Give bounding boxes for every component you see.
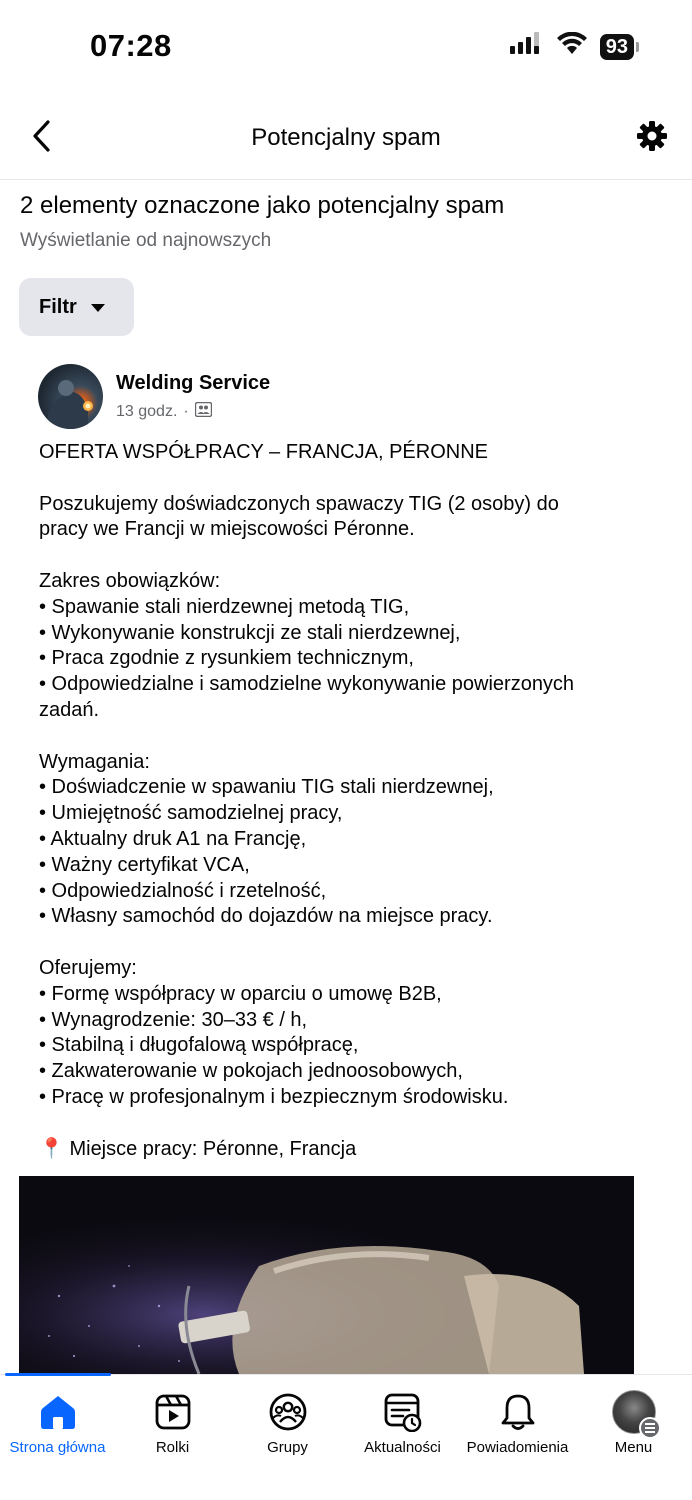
tab-feeds[interactable] [345,1389,460,1456]
post-line: • Aktualny druk A1 na Francję, [39,827,307,850]
navigation-bar [0,100,692,180]
blank-line [39,543,659,569]
post-line: • Praca zgodnie z rysunkiem technicznym, [39,647,414,670]
tab-label: Menu [614,1439,653,1456]
filter-button[interactable] [19,278,134,336]
status-bar [0,0,692,95]
filter-label: Filtr [39,295,77,318]
post-line: • Spawanie stali nierdzewnej metodą TIG, [39,595,410,618]
post-time: 13 godz. [116,403,178,420]
blank-line [39,1111,659,1137]
post-line: OFERTA WSPÓŁPRACY – FRANCJA, PÉRONNE [39,441,488,463]
blank-line [39,724,659,750]
post-image[interactable] [19,1176,634,1374]
post-text [39,440,659,1162]
profile-avatar-icon [612,1390,656,1434]
post-line: 📍 Miejsce pracy: Péronne, Francja [39,1137,357,1160]
post-header [38,364,658,430]
bell-icon [460,1389,575,1435]
post-meta [116,402,212,422]
tab-menu-icon-wrap [576,1389,691,1435]
post-line: Zakres obowiązków: [39,569,221,592]
spam-summary [20,192,670,252]
groups-icon [230,1389,345,1435]
settings-button[interactable] [632,118,672,158]
post-line: • Zakwaterowanie w pokojach jednoosobowych, [39,1060,463,1083]
tab-notifications[interactable] [460,1389,575,1456]
status-icons [510,32,634,61]
tab-label: Grupy [267,1439,308,1456]
tab-label: Strona główna [9,1439,106,1456]
tab-label: Aktualności [364,1439,441,1456]
gear-icon [636,120,668,157]
status-time: 07:28 [90,28,172,63]
post-line: • Odpowiedzialne i samodzielne wykonywanie powierzonych [39,673,575,696]
caret-down-icon [91,296,105,319]
summary-title: 2 elementy oznaczone jako potencjalny spam [20,192,505,219]
sort-order-label: Wyświetlanie od najnowszych [20,230,272,251]
post-line: pracy we Francji w miejscowości Péronne. [39,518,415,541]
post-line: • Własny samochód do dojazdów na miejsce pracy. [39,905,493,928]
blank-line [39,466,659,492]
reels-icon [115,1389,230,1435]
post-line: • Doświadczenie w spawaniu TIG stali nierdzewnej, [39,776,494,799]
post-line: • Ważny certyfikat VCA, [39,853,250,876]
tab-label: Rolki [155,1439,190,1456]
active-tab-indicator [5,1373,111,1376]
author-avatar[interactable] [38,364,103,429]
bottom-tab-bar [0,1374,692,1500]
blank-line [39,930,659,956]
battery-indicator: 93 [600,34,634,60]
tab-label: Powiadomienia [466,1439,569,1456]
group-privacy-icon [195,402,212,422]
post-line: Poszukujemy doświadczonych spawaczy TIG (2 osoby) do [39,492,559,515]
tab-home[interactable] [0,1389,115,1456]
tab-reels[interactable] [115,1389,230,1456]
tab-menu[interactable] [576,1389,691,1456]
post-line: Oferujemy: [39,956,137,979]
menu-hamburger-icon [639,1417,661,1439]
page-title: Potencjalny spam [251,124,441,151]
post-line: • Stabilną i długofalową współpracę, [39,1034,359,1057]
post-line: zadań. [39,698,100,721]
tab-groups[interactable] [230,1389,345,1456]
feeds-icon [345,1389,460,1435]
author-name[interactable]: Welding Service [116,372,271,394]
cellular-signal-icon [510,32,544,61]
post-line: • Pracę w profesjonalnym i bezpiecznym środowisku. [39,1085,509,1108]
post-line: • Umiejętność samodzielnej pracy, [39,802,343,825]
post-line: • Wynagrodzenie: 30–33 € / h, [39,1008,308,1031]
post-line: • Odpowiedzialność i rzetelność, [39,879,327,902]
post-line: • Formę współpracy w oparciu o umowę B2B, [39,982,442,1005]
home-icon [0,1389,115,1435]
post-line: • Wykonywanie konstrukcji ze stali nierdzewnej, [39,621,461,644]
post-line: Wymagania: [39,750,150,773]
wifi-icon [556,32,588,61]
meta-separator: · [183,403,189,420]
